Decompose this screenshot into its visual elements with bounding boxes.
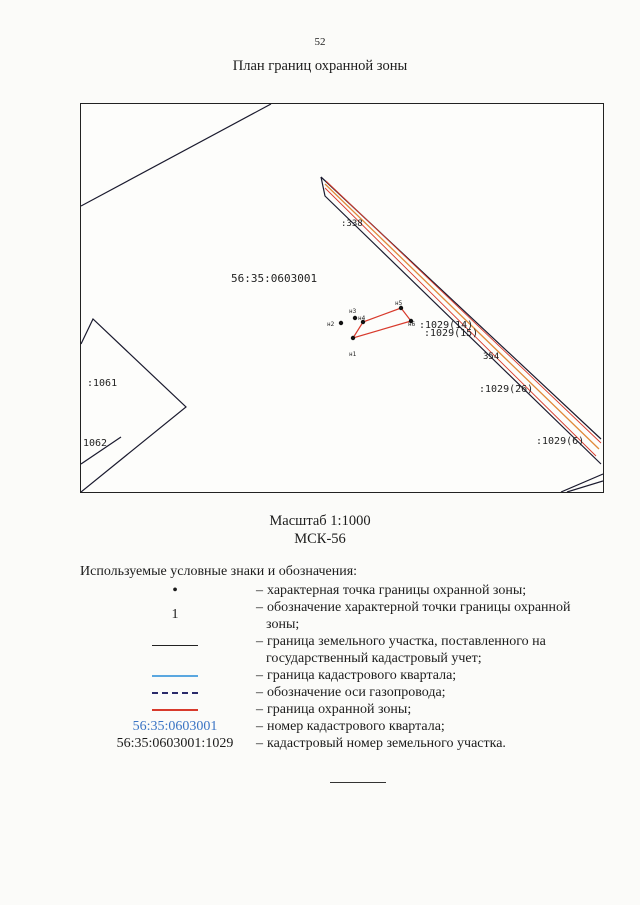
legend-symbol-axis-line [80,684,270,701]
point-label-n4: н4 [358,315,366,322]
legend-symbol-quarter-line [80,667,270,684]
legend-symbol-cadastral-number: 56:35:0603001:1029 [116,736,234,751]
legend-text-zone-boundary: граница охранной зоны; [267,702,412,717]
point-n1 [351,336,355,340]
cadastral-map [81,104,603,492]
point-label-n2: н2 [327,321,335,328]
point-n2 [339,321,343,325]
parcel-1061-boundary [81,319,186,492]
legend-row-quarter-boundary: – граница кадастрового квартала; [80,667,600,684]
page-number: 52 [314,36,326,48]
legend-text-point-label: обозначение характерной точки границы охранной зоны; [266,600,571,632]
legend-heading: Используемые условные знаки и обозначения: [80,564,358,579]
legend-symbol-number: 1 [171,607,179,622]
parcel-label-338: :338 [341,219,363,229]
pipeline-axis [325,184,599,449]
point-label-n3: н3 [349,308,357,315]
zone-boundary-right [326,181,601,443]
crs-text: МСК-56 [294,531,346,547]
legend-row-parcel-boundary: – граница земельного участка, поставленного на государственный кадастровый учет; [80,633,600,667]
quarter-number-label: 56:35:0603001 [231,272,318,285]
plan-title: План границ охранной зоны [232,58,408,74]
legend-symbol-quarter-number: 56:35:0603001 [132,719,218,734]
parcel-label-1029-14: :1029(14) [419,320,474,331]
legend-row-pipeline-axis: – обозначение оси газопровода; [80,684,600,701]
legend-text-parcel-boundary: граница земельного участка, поставленного на государственный кадастровый учет; [266,634,546,666]
parcel-label-1061: :1061 [87,378,118,389]
legend-text-cadastral-number: кадастровый номер земельного участка. [267,736,506,751]
parcel-label-1062: 1062 [83,438,108,449]
legend-row-point: • – характерная точка границы охранной зоны; [80,582,600,599]
legend-row-point-label: 1 – обозначение характерной точки границы охранной зоны; [80,599,600,633]
parcel-boundary-top [81,104,271,206]
parcel-boundary-bottom-right [561,474,603,492]
point-label-n1: н1 [349,351,357,358]
pipeline-label-354: 354 [483,352,500,362]
legend-text-pipeline-axis: обозначение оси газопровода; [267,685,446,700]
scale-text: Масштаб 1:1000 [269,513,371,529]
legend-row-quarter-number: 56:35:0603001 – номер кадастрового квартала; [80,718,600,735]
legend-row-zone-boundary: – граница охранной зоны; [80,701,600,718]
parcel-label-1029-6: :1029(6) [536,436,585,447]
point-label-n6: н6 [408,321,416,328]
legend-text-quarter-boundary: граница кадастрового квартала; [267,668,457,683]
parcel-label-1029-15: :1029(15) [424,328,479,339]
legend-symbol-dot: • [172,582,178,599]
legend-row-cadastral-number: 56:35:0603001:1029 – кадастровый номер земельного участка. [80,735,600,752]
scale-block [0,512,640,548]
parcel-label-1029-26: :1029(26) [479,384,534,395]
legend-symbol-parcel-line [80,637,270,654]
footer-rule [330,782,386,783]
point-n3 [353,316,357,320]
map-frame [80,103,604,493]
point-label-n5: н5 [395,300,403,307]
legend-text-point: характерная точка границы охранной зоны; [267,583,527,598]
legend-symbol-zone-line [80,701,270,718]
legend-text-quarter-number: номер кадастрового квартала; [267,719,445,734]
